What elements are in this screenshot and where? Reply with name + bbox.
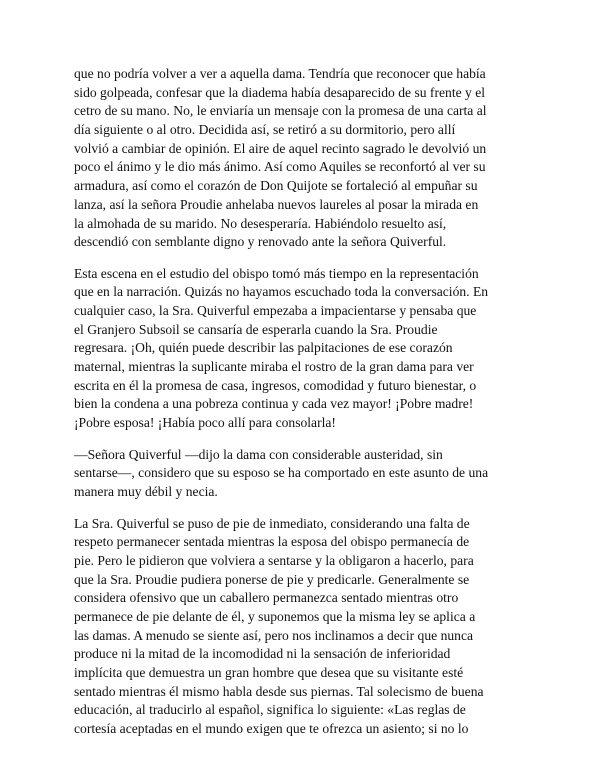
text-line: educación, al traducirlo al español, significa lo siguiente: «Las reglas de <box>74 702 466 718</box>
text-line: bien la condena a una pobreza continua y cada vez mayor! ¡Pobre madre! <box>74 396 474 412</box>
text-line: poco el ánimo y le dio más ánimo. Así como Aquiles se reconfortó al ver su <box>74 159 486 175</box>
text-line: cetro de su mano. No, le enviaría un mensaje con la promesa de una carta al <box>74 103 487 119</box>
body-text <box>74 65 536 752</box>
paragraph <box>74 265 536 433</box>
paragraph <box>74 65 536 252</box>
text-line: respeto permanecer sentada mientras la esposa del obispo permanecía de <box>74 534 470 550</box>
text-line: que no podría volver a ver a aquella dama. Tendría que reconocer que había <box>74 66 486 81</box>
text-line: ¡Pobre esposa! ¡Había poco allí para consolarla! <box>74 415 336 431</box>
text-line: considera ofensivo que un caballero permanezca sentado mientras otro <box>74 590 459 606</box>
text-line: escrita en él la promesa de casa, ingresos, comodidad y futuro bienestar, o <box>74 377 477 393</box>
text-line: manera muy débil y necia. <box>74 484 218 500</box>
text-line: día siguiente o al otro. Decidida así, se retiró a su dormitorio, pero allí <box>74 122 456 138</box>
text-line: volvió a cambiar de opinión. El aire de aquel recinto sagrado le devolvió un <box>74 140 487 156</box>
text-line: regresara. ¡Oh, quién puede describir las palpitaciones de ese corazón <box>74 340 453 356</box>
text-line: cualquier caso, la Sra. Quiverful empezaba a impacientarse y pensaba que <box>74 303 477 319</box>
text-line: sentarse—, considero que su esposo se ha comportado en este asunto de una <box>74 465 489 481</box>
text-line: permanece de pie delante de él, y suponemos que la misma ley se aplica a <box>74 608 476 624</box>
text-line: cortesía aceptadas en el mundo exigen que te ofrezca un asiento; si no lo <box>74 721 469 737</box>
text-line: lanza, así la señora Proudie anhelaba nuevos laureles al posar la mirada en <box>74 196 479 212</box>
text-line: descendió con semblante digno y renovado ante la señora Quiverful. <box>74 234 447 250</box>
text-line: sido golpeada, confesar que la diadema había desaparecido de su frente y el <box>74 84 486 100</box>
paragraph <box>74 515 536 739</box>
paragraph <box>74 446 536 502</box>
text-line: —Señora Quiverful —dijo la dama con considerable austeridad, sin <box>74 446 443 462</box>
text-line: sentado mientras él mismo habla desde sus piernas. Tal solecismo de buena <box>74 683 484 699</box>
text-line: las damas. A menudo se siente así, pero nos inclinamos a decir que nunca <box>74 627 474 643</box>
text-line: que la Sra. Proudie pudiera ponerse de pie y predicarle. Generalmente se <box>74 571 470 587</box>
text-line: pie. Pero le pidieron que volviera a sentarse y la obligaron a hacerlo, para <box>74 552 474 568</box>
text-line: la almohada de su marido. No desesperaría. Habiéndolo resuelto así, <box>74 215 447 231</box>
text-line: implícita que demuestra un gran hombre que desea que su visitante esté <box>74 665 464 681</box>
text-line: Esta escena en el estudio del obispo tomó más tiempo en la representación <box>74 265 479 281</box>
text-line: el Granjero Subsoil se cansaría de esperarla cuando la Sra. Proudie <box>74 321 438 337</box>
text-line: armadura, así como el corazón de Don Quijote se fortaleció al empuñar su <box>74 178 478 194</box>
text-line: La Sra. Quiverful se puso de pie de inmediato, considerando una falta de <box>74 515 470 531</box>
text-line: produce ni la mitad de la incomodidad ni la sensación de inferioridad <box>74 646 451 662</box>
text-line: maternal, mientras la suplicante miraba el rostro de la gran dama para ver <box>74 359 474 375</box>
text-line: que en la narración. Quizás no hayamos escuchado toda la conversación. En <box>74 284 489 300</box>
